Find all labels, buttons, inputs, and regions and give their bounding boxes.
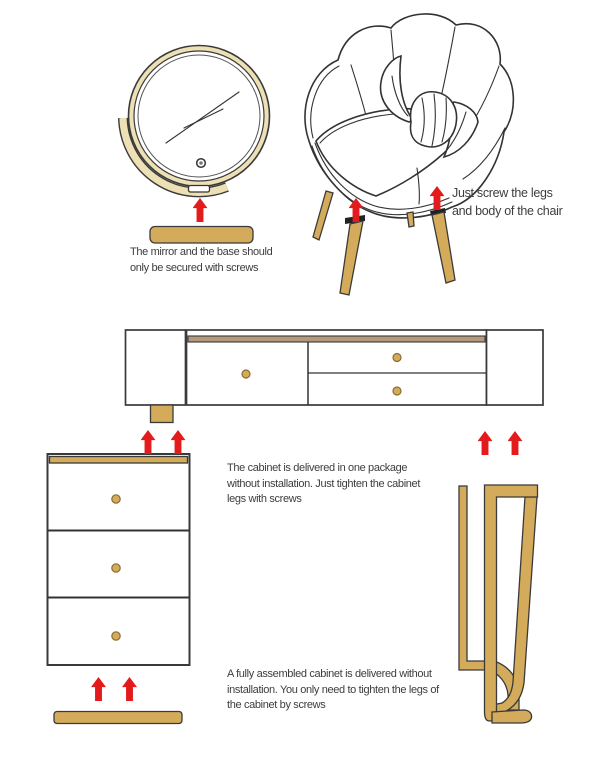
note-line: installation. You only need to tighten the legs of (227, 683, 439, 696)
long-cabinet-illustration (120, 325, 550, 428)
mirror-illustration (100, 20, 280, 250)
mirror-base (150, 227, 253, 244)
drawer-knob (112, 632, 120, 640)
dresser-base-bar (54, 712, 182, 724)
screw-direction-arrow-icon (508, 431, 523, 455)
note-line: Just screw the legs (452, 186, 553, 200)
note-line: and body of the chair (452, 203, 563, 218)
cabinet-foot (151, 405, 174, 423)
leg-floor-runner (492, 710, 532, 723)
assembled-cabinet-instruction-note (227, 667, 439, 714)
cabinet-top-strip (188, 336, 485, 342)
screw-direction-arrow-icon (478, 431, 493, 455)
drawer-knob (242, 370, 250, 378)
note-line: only be secured with screws (130, 261, 259, 274)
chair-leg (313, 191, 333, 240)
drawer-knob (393, 354, 401, 362)
chair-leg (340, 215, 365, 295)
note-line: legs with screws (227, 493, 302, 505)
drawer-knob (393, 387, 401, 395)
note-line: The cabinet is delivered in one package (227, 462, 408, 474)
cabinet-right-panel (487, 330, 544, 405)
note-line: the cabinet by screws (227, 699, 326, 711)
chair-leg (407, 212, 414, 227)
chair-illustration (290, 8, 525, 308)
drawer-knob (112, 564, 120, 572)
metal-legs-illustration (450, 478, 555, 733)
cabinet-instruction-note (227, 461, 420, 508)
touch-sensor-button (197, 159, 206, 168)
dresser-top-strip (50, 457, 188, 464)
mirror-instruction-note (130, 245, 272, 276)
mirror-mount-tab (189, 186, 210, 193)
note-line: A fully assembled cabinet is delivered without (227, 668, 432, 680)
drawer-knob (112, 495, 120, 503)
dresser-illustration (40, 448, 195, 730)
note-line: without installation. Just tighten the cabinet (227, 477, 421, 490)
chair-instruction-note (452, 185, 562, 220)
cabinet-left-panel (126, 330, 186, 405)
note-line: The mirror and the base should (130, 246, 273, 258)
